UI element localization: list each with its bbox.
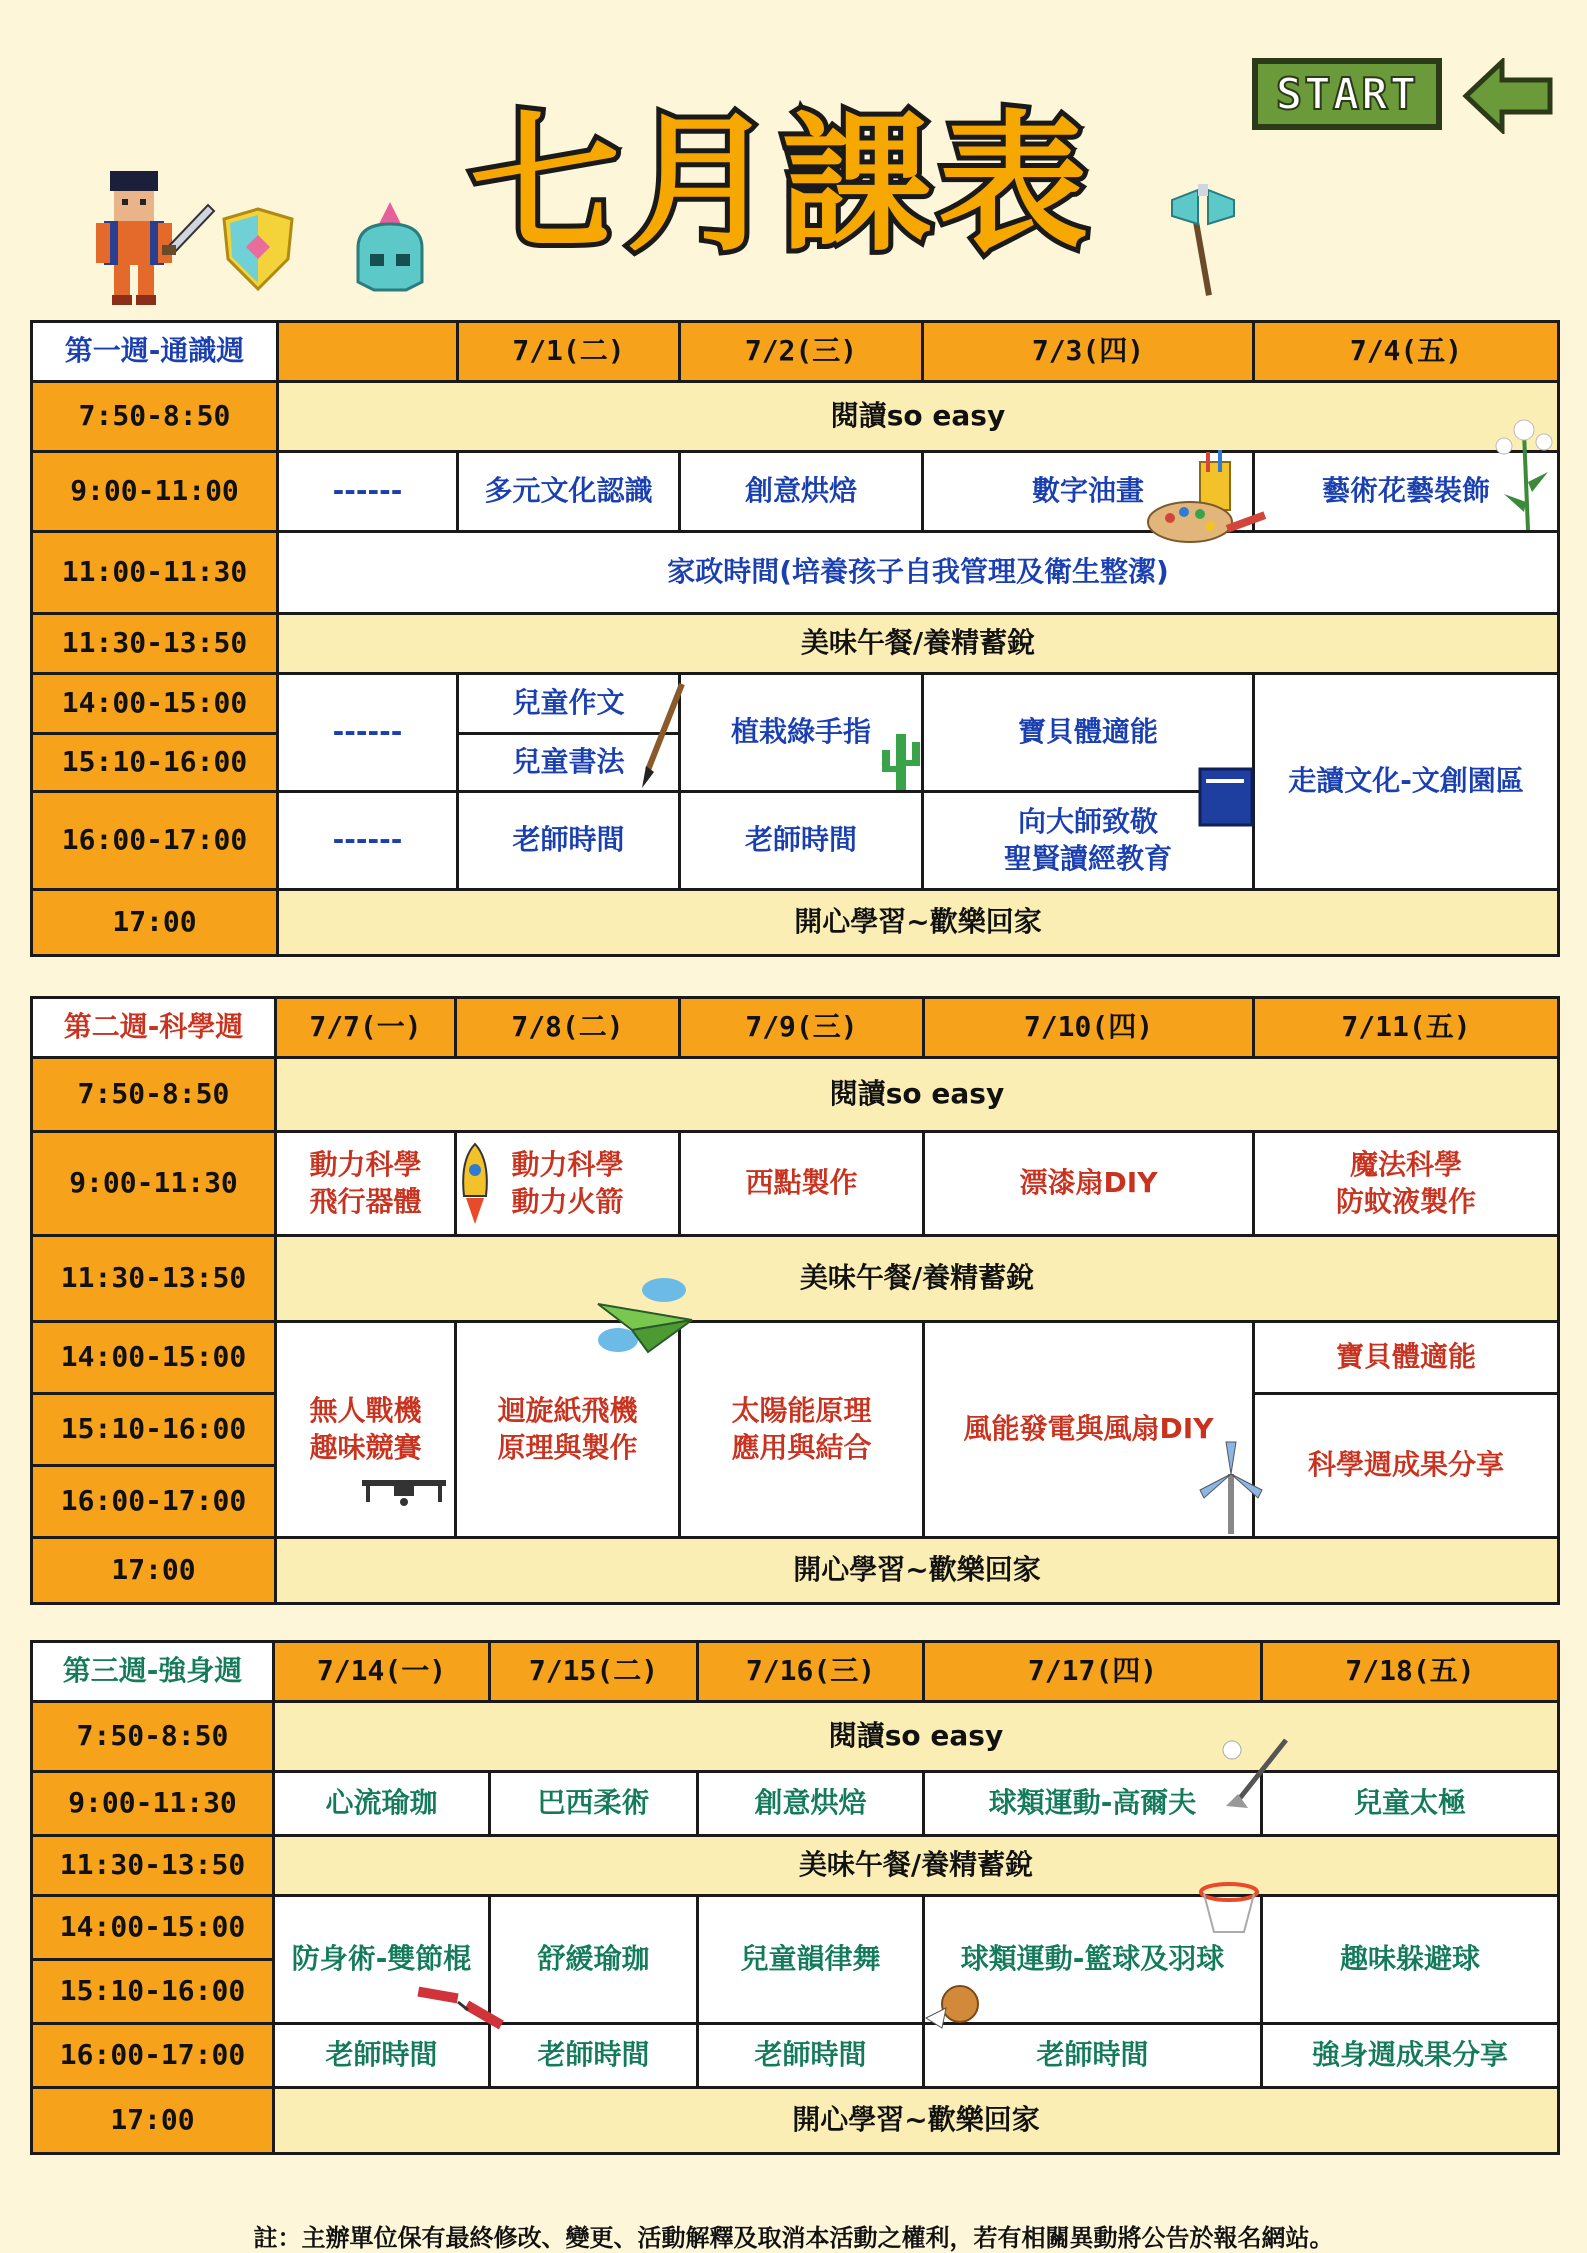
week2-end: 開心學習~歡樂回家 (276, 1538, 1559, 1604)
week3-pm-1: 舒緩瑜珈 (490, 1896, 698, 2024)
week2-morning-4-line1: 魔法科學 (1349, 1148, 1462, 1182)
week1-day-1: 7/1(二) (458, 322, 680, 382)
pixel-helmet-icon (348, 198, 432, 298)
week3-morning-4: 兒童太極 (1262, 1772, 1559, 1836)
week2-morning-0 (276, 1132, 456, 1236)
week1-time-0: 7:50-8:50 (32, 382, 278, 452)
week2-day-4: 7/11(五) (1254, 998, 1559, 1058)
week1-morning-1: 多元文化認識 (458, 452, 680, 532)
week1-label: 第一週-通識週 (32, 322, 278, 382)
week3-late-1: 老師時間 (490, 2024, 698, 2088)
week2-time-3: 14:00-15:00 (32, 1322, 276, 1394)
week1-time-6: 16:00-17:00 (32, 792, 278, 890)
week2-pm-0-line1: 無人戰機 (309, 1394, 422, 1428)
week1-end: 開心學習~歡樂回家 (278, 890, 1559, 956)
week3-morning-0: 心流瑜珈 (274, 1772, 490, 1836)
week1-pm-c: 寶貝體適能 (923, 674, 1254, 792)
start-button[interactable]: START (1252, 58, 1442, 130)
week1-late-c1: 向大師致敬 (1017, 805, 1158, 839)
week3-lunch: 美味午餐/養精蓄銳 (274, 1836, 1559, 1896)
left-arrow-icon[interactable] (1462, 58, 1554, 134)
week2-time-5: 16:00-17:00 (32, 1466, 276, 1538)
book-icon (1196, 765, 1258, 831)
week3-reading: 閱讀so easy (274, 1702, 1559, 1772)
week1-home: 家政時間(培養孩子自我管理及衛生整潔) (278, 532, 1559, 614)
brush-icon (632, 680, 692, 790)
week1-pm-blank: ------ (278, 674, 458, 792)
week3-day-3: 7/17(四) (924, 1642, 1262, 1702)
week2-pm-3: 風能發電與風扇DIY (924, 1322, 1254, 1538)
week2-pm-2-line1: 太陽能原理 (731, 1394, 872, 1428)
pixel-hero-icon (88, 165, 218, 310)
week1-time-4: 14:00-15:00 (32, 674, 278, 734)
week1-morning-0: ------ (278, 452, 458, 532)
week2-pm-e2: 科學週成果分享 (1254, 1394, 1559, 1538)
week3-pm-0: 防身術-雙節棍 (274, 1896, 490, 2024)
week2-lunch: 美味午餐/養精蓄銳 (276, 1236, 1559, 1322)
week1-day-0 (278, 322, 458, 382)
rocket-icon (450, 1140, 500, 1230)
week2-day-3: 7/10(四) (924, 998, 1254, 1058)
week1-lunch: 美味午餐/養精蓄銳 (278, 614, 1559, 674)
week1-pm-a1: 兒童作文 (458, 674, 680, 734)
week3-day-4: 7/18(五) (1262, 1642, 1559, 1702)
week2-pm-1-line1: 迴旋紙飛機 (497, 1394, 638, 1428)
week1-day-4: 7/4(五) (1254, 322, 1559, 382)
basketball-hoop-icon (1196, 1882, 1262, 1938)
week2-day-0: 7/7(一) (276, 998, 456, 1058)
week3-time-3: 14:00-15:00 (32, 1896, 274, 1960)
week3-time-6: 17:00 (32, 2088, 274, 2154)
week2-reading: 閱讀so easy (276, 1058, 1559, 1132)
cactus-icon (876, 728, 926, 796)
week1-day-2: 7/2(三) (680, 322, 923, 382)
week2-pm-1-line2: 原理與製作 (497, 1430, 638, 1464)
week2-day-1: 7/8(二) (456, 998, 680, 1058)
pixel-shield-icon (218, 205, 298, 295)
week1-time-3: 11:30-13:50 (32, 614, 278, 674)
week2-pm-0-line2: 趣味競賽 (309, 1430, 422, 1464)
week2-time-4: 15:10-16:00 (32, 1394, 276, 1466)
week3-morning-2: 創意烘焙 (698, 1772, 924, 1836)
week1-pm-d: 走讀文化-文創園區 (1254, 674, 1559, 890)
week3-time-2: 11:30-13:50 (32, 1836, 274, 1896)
week2-morning-3: 漂漆扇DIY (924, 1132, 1254, 1236)
week2-time-0: 7:50-8:50 (32, 1058, 276, 1132)
week1-late-b: 老師時間 (680, 792, 923, 890)
week1-late-blank: ------ (278, 792, 458, 890)
week1-morning-4: 藝術花藝裝飾 (1254, 452, 1559, 532)
week3-day-2: 7/16(三) (698, 1642, 924, 1702)
golf-club-icon (1220, 1736, 1294, 1816)
week2-morning-2: 西點製作 (680, 1132, 924, 1236)
week1-time-7: 17:00 (32, 890, 278, 956)
week3-morning-1: 巴西柔術 (490, 1772, 698, 1836)
week3-end: 開心學習~歡樂回家 (274, 2088, 1559, 2154)
week3-pm-4: 趣味躲避球 (1262, 1896, 1559, 2024)
week3-time-4: 15:10-16:00 (32, 1960, 274, 2024)
week3-time-0: 7:50-8:50 (32, 1702, 274, 1772)
week1-time-1: 9:00-11:00 (32, 452, 278, 532)
week1-table (30, 320, 1560, 957)
week2-time-1: 9:00-11:30 (32, 1132, 276, 1236)
week3-late-0: 老師時間 (274, 2024, 490, 2088)
week3-late-3: 老師時間 (924, 2024, 1262, 2088)
week3-day-1: 7/15(二) (490, 1642, 698, 1702)
week2-morning-0-line2: 飛行器體 (309, 1184, 422, 1218)
week2-morning-1-line1: 動力科學 (511, 1148, 624, 1182)
week3-table (30, 1640, 1560, 2155)
week1-pm-b: 植栽綠手指 (680, 674, 923, 792)
week1-pm-a2: 兒童書法 (458, 734, 680, 792)
week2-time-2: 11:30-13:50 (32, 1236, 276, 1322)
week1-morning-3: 數字油畫 (923, 452, 1254, 532)
week2-morning-4 (1254, 1132, 1559, 1236)
week3-time-5: 16:00-17:00 (32, 2024, 274, 2088)
week1-late-c2: 聖賢讀經教育 (1003, 841, 1172, 875)
drone-icon (356, 1472, 452, 1516)
week3-late-2: 老師時間 (698, 2024, 924, 2088)
week2-label: 第二週-科學週 (32, 998, 276, 1058)
week1-time-2: 11:00-11:30 (32, 532, 278, 614)
footer-note: 註：主辦單位保有最終修改、變更、活動解釋及取消本活動之權利，若有相關異動將公告於報名網站。 (253, 2224, 1334, 2252)
pixel-axe-icon (1168, 180, 1238, 300)
week2-pm-2 (680, 1322, 924, 1538)
windmill-icon (1190, 1440, 1272, 1540)
week1-day-3: 7/3(四) (923, 322, 1254, 382)
week3-label: 第三週-強身週 (32, 1642, 274, 1702)
badminton-icon (920, 1978, 990, 2038)
week2-pm-2-line2: 應用與結合 (731, 1430, 872, 1464)
week2-morning-1-line2: 動力火箭 (511, 1184, 624, 1218)
week1-morning-2: 創意烘焙 (680, 452, 923, 532)
week1-late-a: 老師時間 (458, 792, 680, 890)
week2-table (30, 996, 1560, 1605)
week2-morning-0-line1: 動力科學 (309, 1148, 422, 1182)
week1-reading: 閱讀so easy (278, 382, 1559, 452)
week2-pm-e1: 寶貝體適能 (1254, 1322, 1559, 1394)
week3-morning-3: 球類運動-高爾夫 (924, 1772, 1262, 1836)
page-title: 七月課表 (470, 98, 1095, 272)
week3-pm-2: 兒童韻律舞 (698, 1896, 924, 2024)
paint-palette-icon (1140, 448, 1272, 548)
flower-icon (1490, 402, 1560, 532)
week3-pm-3: 球類運動-籃球及羽球 (924, 1896, 1262, 2024)
week2-morning-4-line2: 防蚊液製作 (1335, 1184, 1476, 1218)
week2-time-6: 17:00 (32, 1538, 276, 1604)
week2-day-2: 7/9(三) (680, 998, 924, 1058)
week1-time-5: 15:10-16:00 (32, 734, 278, 792)
week3-day-0: 7/14(一) (274, 1642, 490, 1702)
paper-plane-icon (592, 1270, 702, 1362)
week3-late-4: 強身週成果分享 (1262, 2024, 1559, 2088)
nunchaku-icon (414, 1980, 506, 2038)
week3-time-1: 9:00-11:30 (32, 1772, 274, 1836)
